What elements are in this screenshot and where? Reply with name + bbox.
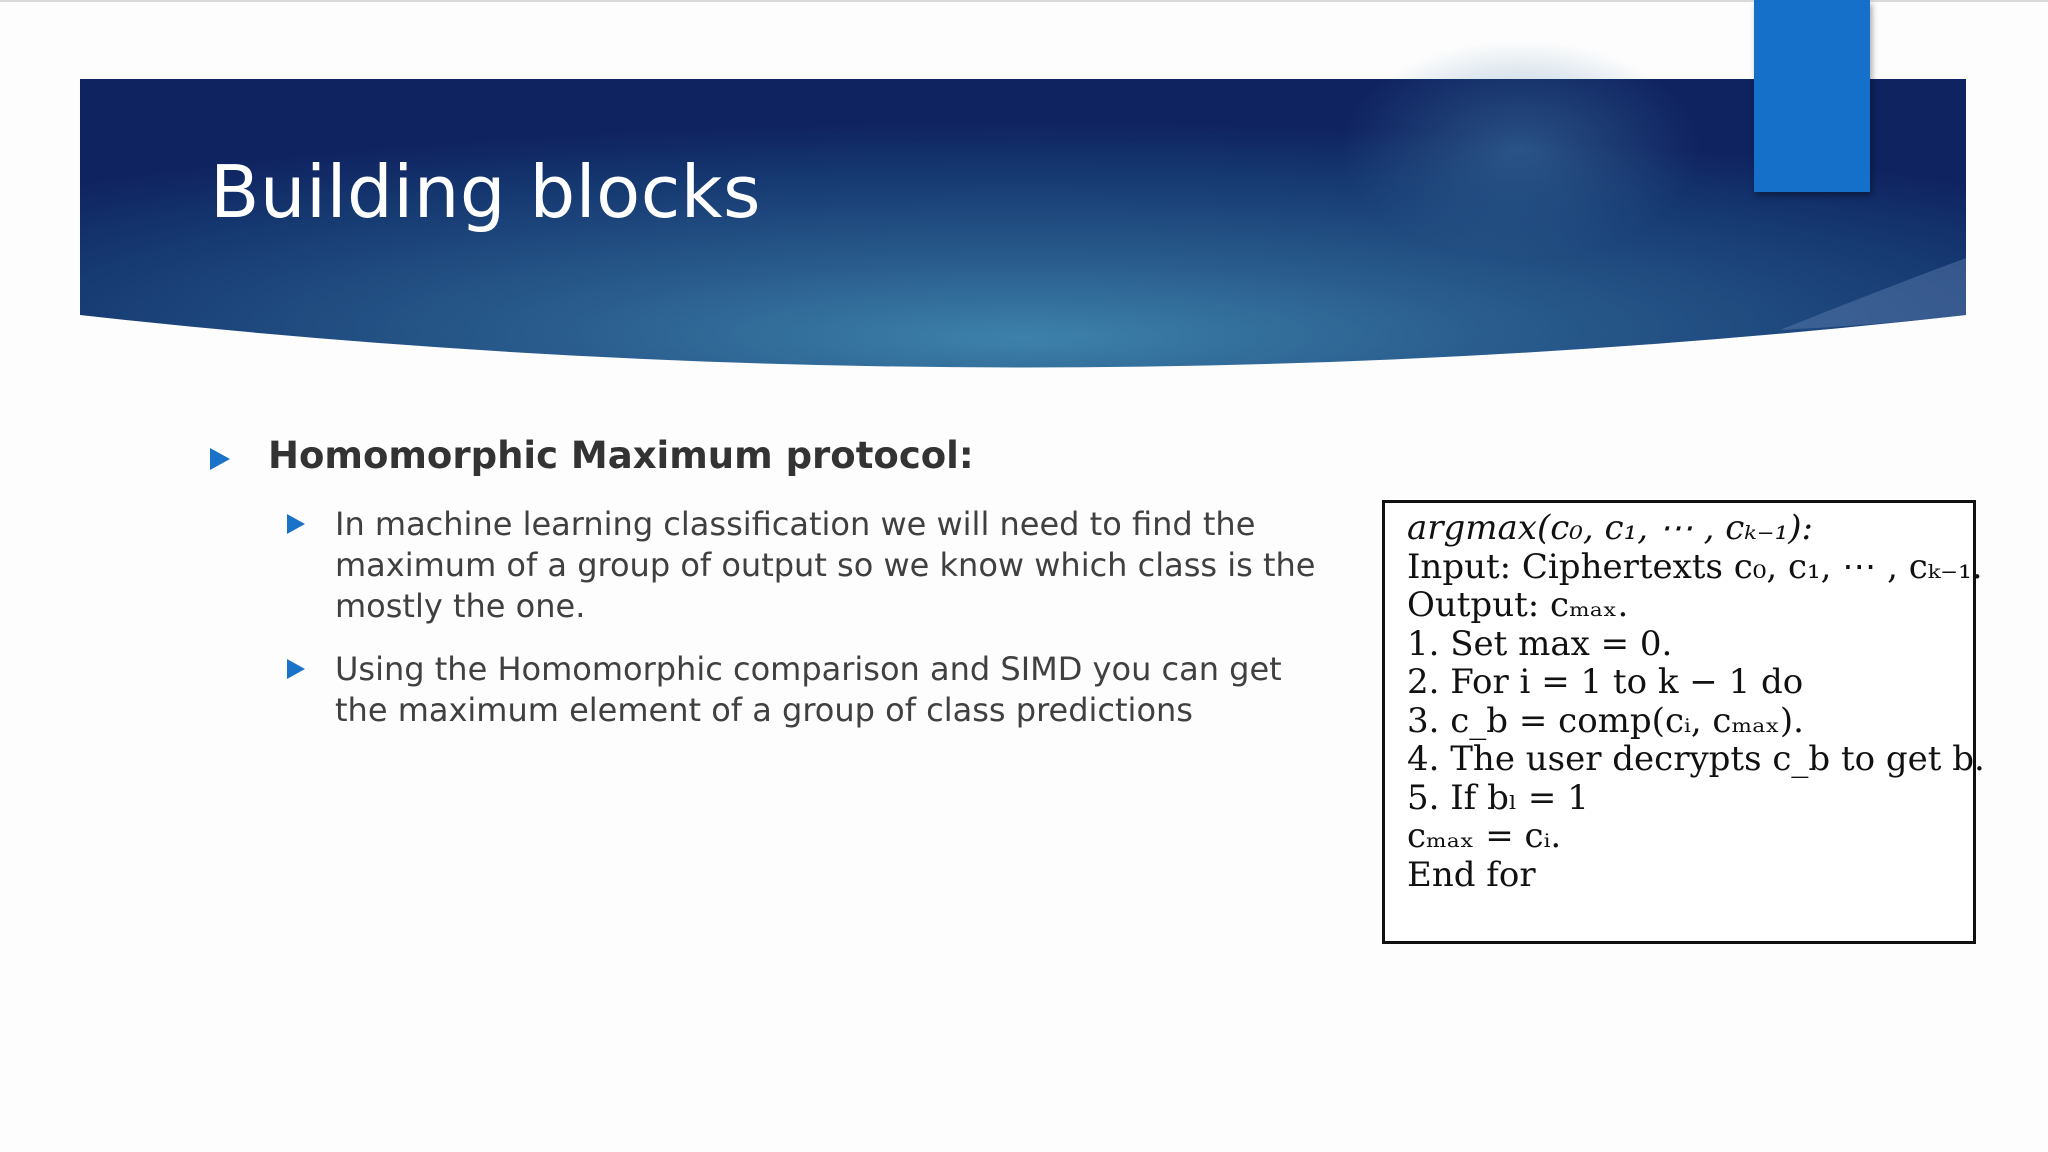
algorithm-output-line: Output: cₘₐₓ. [1407,585,1629,625]
algorithm-assignment: cₘₐₓ = cᵢ. [1407,816,1562,856]
heading-bullet: Homomorphic Maximum protocol: [268,434,974,477]
algorithm-signature: argmax(c₀, c₁, ⋯ , cₖ₋₁): [1407,508,1813,548]
algorithm-step-2: 2. For i = 1 to k − 1 do [1407,662,1804,702]
slide-title: Building blocks [210,150,762,234]
bullet-arrow-icon [287,659,305,679]
algorithm-step-1: 1. Set max = 0. [1407,623,1673,664]
bullet-arrow-icon [287,514,305,534]
algorithm-step-5: 5. If bₗ = 1 [1407,777,1589,818]
algorithm-step-4: 4. The user decrypts c_b to get b. [1407,739,1985,779]
algorithm-step-3: 3. c_b = comp(cᵢ, cₘₐₓ). [1407,700,1804,741]
bullet-arrow-icon [210,448,230,470]
accent-tab [1754,0,1870,192]
algorithm-input-line: Input: Ciphertexts c₀, c₁, ⋯ , cₖ₋₁. [1407,546,1983,587]
sub-bullet-2: Using the Homomorphic comparison and SIMD you can get the maximum element of a group of class predictions [335,650,1282,729]
algorithm-end: End for [1407,854,1536,895]
sub-bullet-1: In machine learning classification we will need to find the maximum of a group of output so we know which class is the mostly the one. [335,505,1316,625]
algorithm-box [1382,500,1985,944]
